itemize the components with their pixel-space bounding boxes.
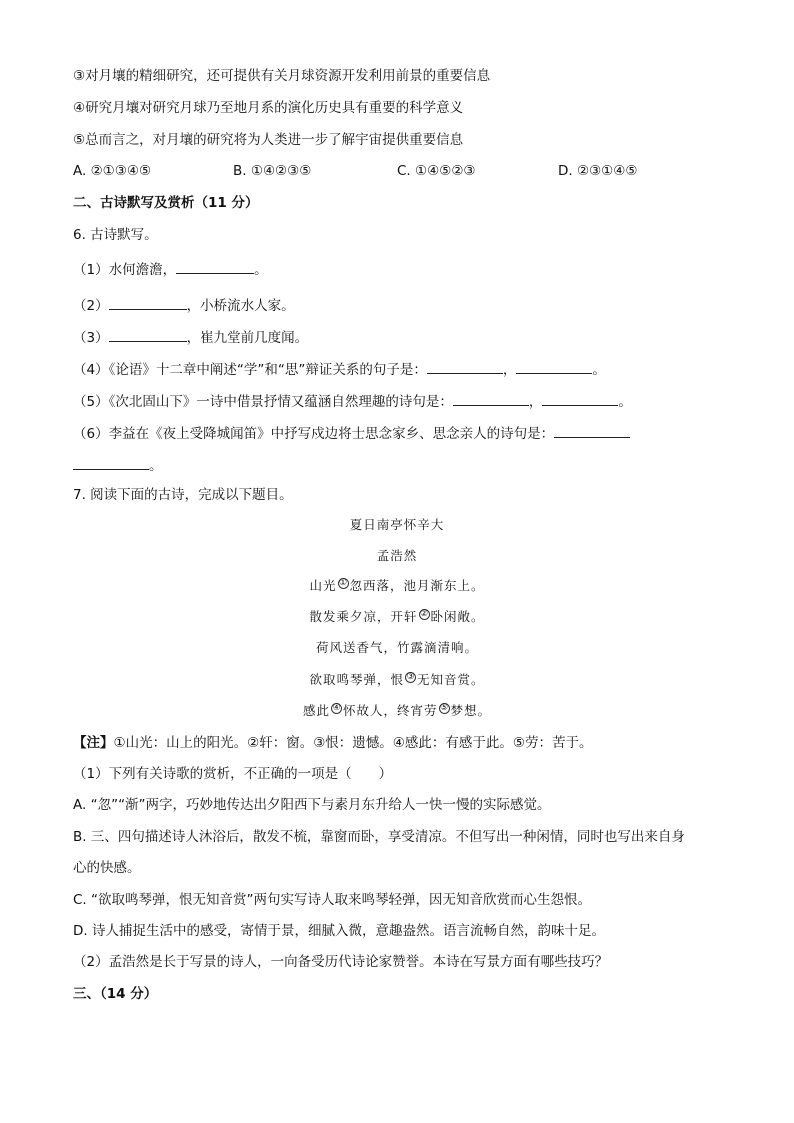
- q6-line-1-end: 。: [254, 262, 268, 278]
- answer-blank[interactable]: [427, 360, 503, 374]
- q6-line-2-text: （2）: [73, 298, 109, 314]
- poem-text: 卧闲敞。: [430, 609, 485, 624]
- answer-blank[interactable]: [554, 424, 630, 438]
- q6-line-1-text: （1）水何澹澹，: [73, 262, 177, 278]
- note-marker: ④: [332, 703, 341, 713]
- q5-option-b: B. ①④②③⑤: [233, 163, 312, 179]
- poem-notes: [73, 734, 593, 752]
- q6-line-5-end: 。: [618, 394, 632, 410]
- q7-option-a: A. “忽”“渐”两字，巧妙地传达出夕阳西下与素月东升给人一快一慢的实际感觉。: [73, 797, 551, 813]
- poem-text: 感此: [302, 703, 330, 718]
- q6-line-3: [73, 328, 308, 347]
- q6-line-2-end: ，小桥流水人家。: [186, 298, 295, 314]
- note-marker: ①: [338, 578, 348, 588]
- poem-text: 梦想。: [450, 703, 492, 718]
- section-2-title: 二、古诗默写及赏析（11 分）: [73, 195, 259, 211]
- q5-option-a: A. ②①③④⑤: [73, 163, 152, 179]
- poem-text: 山光: [309, 578, 337, 593]
- q7-option-b-cont: 心的快感。: [73, 860, 141, 876]
- q7-option-d: D. 诗人捕捉生活中的感受，寄情于景，细腻入微，意趣盎然。语言流畅自然，韵味十足。: [73, 923, 605, 939]
- answer-blank[interactable]: [176, 260, 254, 274]
- poem-text: 无知音赏。: [417, 672, 485, 687]
- q6-line-6-text: （6）李益在《夜上受降城闻笛》中抒写戍边将士思念家乡、思念亲人的诗句是：: [73, 426, 555, 442]
- passage-item-4: ④研究月壤对研究月球乃至地月系的演化历史具有重要的科学意义: [73, 100, 464, 116]
- poem-title: 夏日南亭怀辛大: [349, 517, 445, 532]
- q6-line-5-sep: ，: [528, 394, 543, 410]
- section-3-title: 三、（14 分）: [73, 986, 158, 1002]
- poem-line-3: [0, 640, 794, 656]
- note-marker: ②: [419, 609, 429, 619]
- q6-line-1: [73, 260, 268, 279]
- poem-line-5: [0, 703, 794, 719]
- q6-title: 6. 古诗默写。: [73, 227, 158, 243]
- q6-line-2: [73, 296, 295, 315]
- q7-option-b: B. 三、四句描述诗人沐浴后，散发不梳，靠窗而卧，享受清凉。不但写出一种闲情，同时也写出来自身: [73, 829, 685, 845]
- answer-blank[interactable]: [453, 392, 529, 406]
- q6-line-6: [73, 424, 630, 443]
- note-marker: ⑤: [439, 703, 449, 713]
- note-label: 【注】: [73, 735, 114, 751]
- poem-line-2: [0, 609, 794, 625]
- answer-blank[interactable]: [109, 296, 187, 310]
- poem-line-4: [0, 672, 794, 688]
- poem-text: 忽西落，池月渐东上。: [349, 578, 485, 593]
- q6-line-4-sep: ，: [502, 362, 517, 378]
- q6-line-3-text: （3）: [73, 330, 109, 346]
- q6-line-4-end: 。: [592, 362, 606, 378]
- note-marker: ③: [406, 672, 415, 682]
- q6-line-3-end: ，崔九堂前几度闻。: [186, 330, 309, 346]
- note-text: ①山光：山上的阳光。②轩：窗。③恨：遗憾。④感此：有感于此。⑤劳：苦于。: [113, 735, 593, 751]
- q7-sub-2: （2）孟浩然是长于写景的诗人，一向备受历代诗论家赞誉。本诗在写景方面有哪些技巧？: [73, 954, 609, 970]
- q6-line-6-end: 。: [149, 458, 163, 474]
- q7-title: 7. 阅读下面的古诗，完成以下题目。: [73, 487, 293, 503]
- q6-line-4-text: （4）《论语》十二章中阐述“学”和“思”辩证关系的句子是：: [73, 362, 427, 378]
- q7-sub-1: （1）下列有关诗歌的赏析，不正确的一项是（ ）: [73, 766, 393, 782]
- answer-blank[interactable]: [73, 456, 149, 470]
- answer-blank[interactable]: [109, 328, 187, 342]
- poem-text: 欲取鸣琴弹，恨: [309, 672, 404, 687]
- q7-option-c: C. “欲取鸣琴弹，恨无知音赏”两句实写诗人取来鸣琴轻弹，因无知音欣赏而心生怨恨。: [73, 892, 591, 908]
- q6-line-5-text: （5）《次北固山下》一诗中借景抒情又蕴涵自然理趣的诗句是：: [73, 394, 453, 410]
- q6-line-6-cont: [73, 456, 163, 475]
- answer-blank[interactable]: [542, 392, 618, 406]
- poem-text: 怀故人，终宵劳: [342, 703, 438, 718]
- passage-item-5: ⑤总而言之，对月壤的研究将为人类进一步了解宇宙提供重要信息: [73, 132, 464, 148]
- q5-option-d: D. ②③①④⑤: [558, 163, 638, 179]
- passage-item-3: ③对月壤的精细研究，还可提供有关月球资源开发利用前景的重要信息: [73, 68, 491, 84]
- poem-text: 散发乘夕凉，开轩: [309, 609, 418, 624]
- poem-line-1: [0, 578, 794, 594]
- q6-line-5: [73, 392, 632, 411]
- poem-text: 荷风送香气，竹露滴清响。: [315, 640, 478, 655]
- poem-author: 孟浩然: [376, 548, 418, 563]
- q6-line-4: [73, 360, 606, 379]
- q5-option-c: C. ①④⑤②③: [397, 163, 476, 179]
- answer-blank[interactable]: [516, 360, 592, 374]
